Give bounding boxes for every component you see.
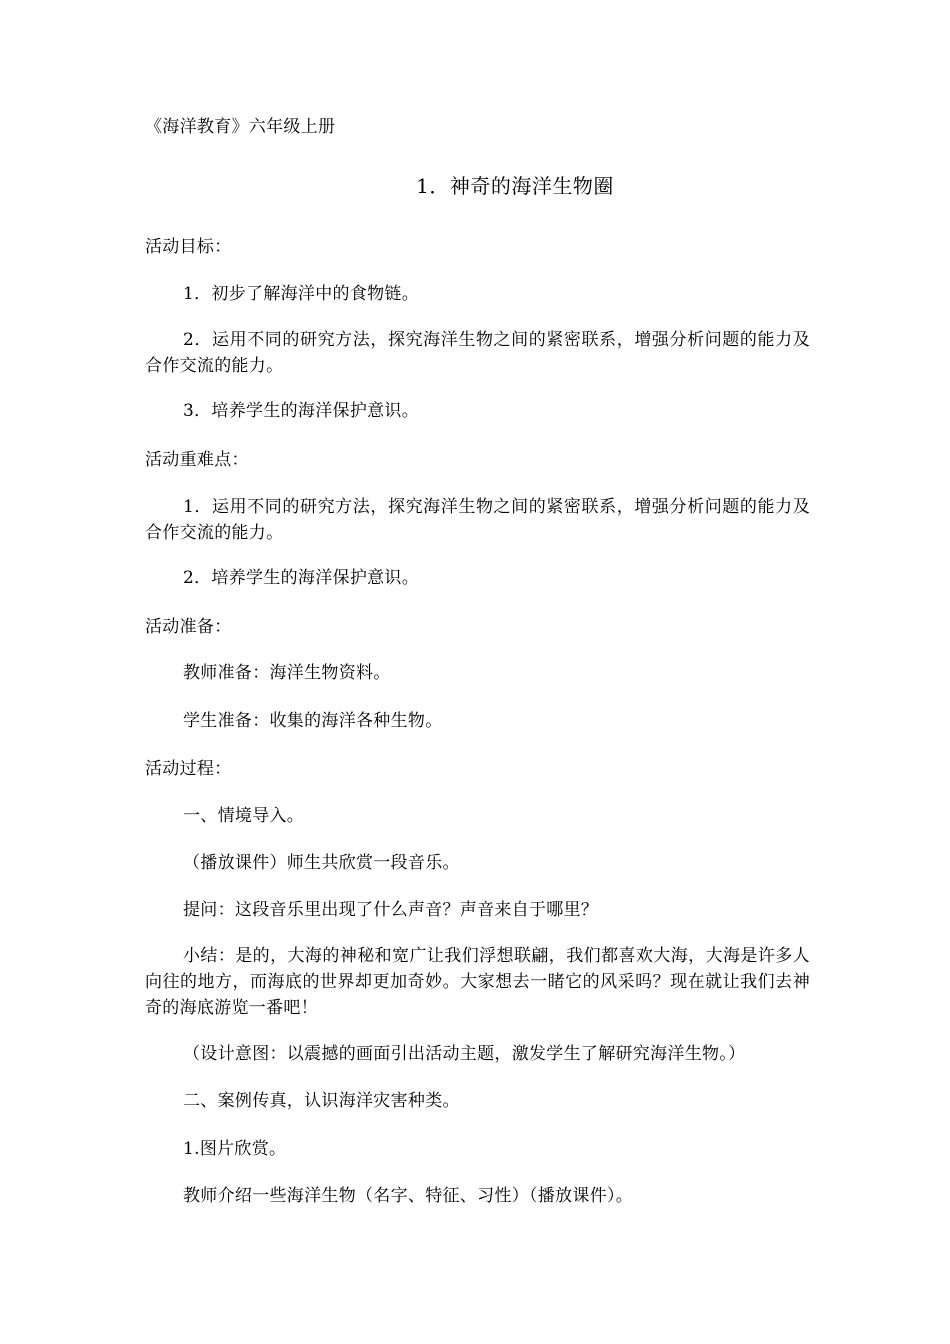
process-step-7: 1.图片欣赏。 <box>183 1139 287 1159</box>
process-step-8: 教师介绍一些海洋生物（名字、特征、习性）（播放课件）。 <box>183 1186 634 1206</box>
process-heading: 活动过程： <box>145 759 232 779</box>
prep-item-student: 学生准备：收集的海洋各种生物。 <box>183 711 443 731</box>
key-heading: 活动重难点： <box>145 450 249 470</box>
book-title: 《海洋教育》六年级上册 <box>145 117 336 137</box>
process-step-5: （设计意图：以震撼的画面引出活动主题，激发学生了解研究海洋生物。） <box>183 1044 746 1064</box>
process-step-6: 二、案例传真，认识海洋灾害种类。 <box>183 1091 460 1111</box>
goals-heading: 活动目标： <box>145 237 232 257</box>
process-step-4: 小结：是的，大海的神秘和宽广让我们浮想联翩，我们都喜欢大海，大海是许多人向往的地方，而海底的世界却更加奇妙。大家想去一睹它的风采吗？现在就让我们去神奇的海底游览一番吧！ <box>145 946 810 1018</box>
goal-item-1: 1．初步了解海洋中的食物链。 <box>183 284 420 304</box>
prep-item-teacher: 教师准备：海洋生物资料。 <box>183 663 391 683</box>
goal-item-3: 3．培养学生的海洋保护意识。 <box>183 401 420 421</box>
process-step-1: 一、情境导入。 <box>183 806 305 826</box>
key-item-1: 1．运用不同的研究方法，探究海洋生物之间的紧密联系，增强分析问题的能力及合作交流的能力。 <box>145 497 810 543</box>
lesson-title: 1．神奇的海洋生物圈 <box>416 174 614 198</box>
process-step-3: 提问：这段音乐里出现了什么声音？声音来自于哪里？ <box>183 900 599 920</box>
prep-heading: 活动准备： <box>145 617 232 637</box>
process-step-2: （播放课件）师生共欣赏一段音乐。 <box>183 853 460 873</box>
goal-item-2: 2．运用不同的研究方法，探究海洋生物之间的紧密联系，增强分析问题的能力及合作交流的能力。 <box>145 330 810 376</box>
key-item-2: 2．培养学生的海洋保护意识。 <box>183 568 420 588</box>
